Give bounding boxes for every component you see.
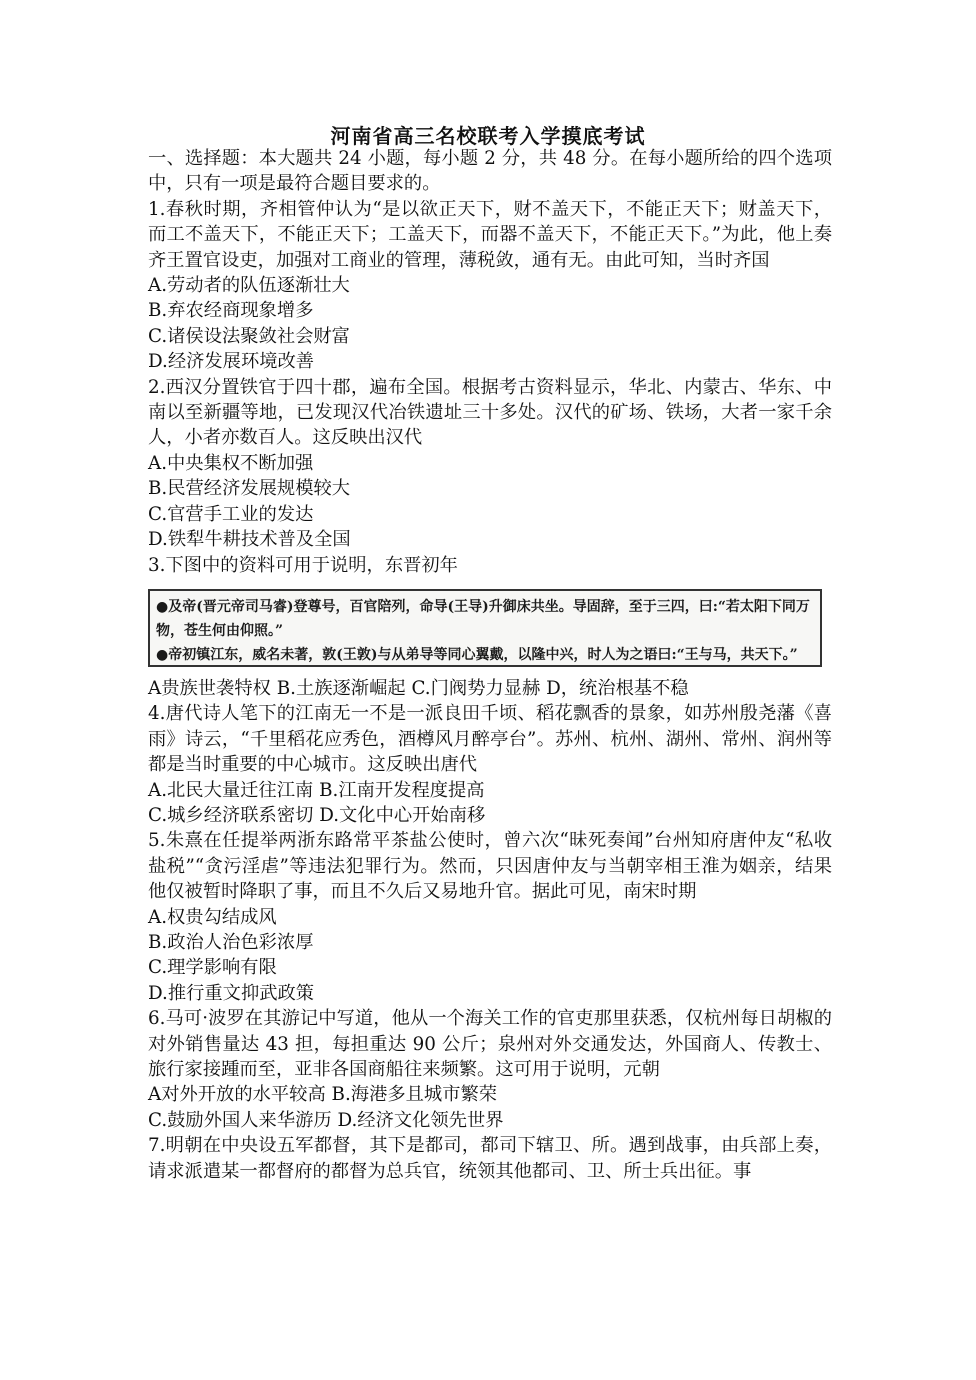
question-1-option-c: C.诸侯设法聚敛社会财富 [148,325,350,347]
question-1-option-a: A.劳动者的队伍逐渐壮大 [148,275,350,297]
figure-line-3: ●帝初镇江东，威名未著，敦(王敦)与从弟导等同心翼戴，以隆中兴，时人为之语曰:“王与马，共天下。” [156,646,798,663]
page-title: 河南省高三名校联考入学摸底考试 [330,124,646,148]
question-5-option-b: B.政治人治色彩浓厚 [148,931,314,953]
question-1-option-b: B.弃农经商现象增多 [148,300,314,322]
question-6-options-cd: C.鼓励外国人来华游历 D.经济文化领先世界 [148,1109,504,1131]
section-intro: 一、选择题：本大题共 24 小题，每小题 2 分，共 48 分。在每小题所给的四个选项中，只有一项是最符合题目要求的。 [148,148,832,195]
question-1-stem: 1.春秋时期，齐相管仲认为“是以欲正天下，财不盖天下，不能正天下；财盖天下，而工不盖天下，不能正天下；工盖天下，而器不盖天下，不能正天下。”为此，他上奏齐王置官设吏，加强对工商业的管理，薄税敛，通有无。由此可知，当时齐国 [148,198,832,271]
question-3-stem: 3.下图中的资料可用于说明，东晋初年 [148,554,458,576]
question-5-option-d: D.推行重文抑武政策 [148,982,315,1004]
question-5-option-a: A.权贵勾结成风 [148,906,277,928]
question-2-stem: 2.西汉分置铁官于四十郡，遍布全国。根据考古资料显示，华北、内蒙古、华东、中南以至新疆等地，已发现汉代冶铁遗址三十多处。汉代的矿场、铁场，大者一家千余人，小者亦数百人。这反映出汉代 [148,376,832,449]
question-5-option-c: C.理学影响有限 [148,957,277,979]
figure-line-1: ●及帝(晋元帝司马睿)登尊号，百官陪列，命导(王导)升御床共坐。导固辞，至于三四，曰:“若太阳下同万 [156,598,810,615]
question-1-option-d: D.经济发展环境改善 [148,351,315,373]
source-material-figure [148,589,822,667]
question-2-option-a: A.中央集权不断加强 [148,452,314,474]
question-6-stem: 6.马可·波罗在其游记中写道，他从一个海关工作的官吏那里获悉，仅杭州每日胡椒的对外销售量达 43 担，每担重达 90 公斤；泉州对外交通发达，外国商人、传教士、旅行家接踵而至，亚非各国商船往来频繁。这可用于说明，元朝 [148,1008,832,1080]
question-2-option-c: C.官营手工业的发达 [148,503,314,525]
question-5-stem: 5.朱熹在任提举两浙东路常平茶盐公使时，曾六次“昧死奏闻”台州知府唐仲友“私收盐税”“贪污淫虐”等违法犯罪行为。然而，只因唐仲友与当朝宰相王淮为姻亲，结果他仅被暂时降职了事，而且不久后又易地升官。据此可见，南宋时期 [148,830,832,903]
question-3-options: A贵族世袭特权 B.土族逐渐崛起 C.门阀势力显赫 D，统治根基不稳 [148,677,689,699]
question-6-options-ab: A对外开放的水平较高 B.海港多且城市繁荣 [148,1084,498,1106]
figure-line-2: 物，苍生何由仰照。” [156,622,284,639]
exam-content [148,146,832,1184]
question-4-stem: 4.唐代诗人笔下的江南无一不是一派良田千顷、稻花飘香的景象，如苏州殷尧藩《喜雨》诗云，“千里稻花应秀色，酒樽风月醉亭台”。苏州、杭州、湖州、常州、润州等都是当时重要的中心城市。这反映出唐代 [148,703,832,776]
question-4-options-ab: A.北民大量迁往江南 B.江南开发程度提高 [148,779,485,801]
question-7-stem: 7.明朝在中央设五军都督，其下是都司，都司下辖卫、所。遇到战事，由兵部上奏，请求派遣某一都督府的都督为总兵官，统领其他都司、卫、所士兵出征。事 [148,1135,832,1182]
question-4-options-cd: C.城乡经济联系密切 D.文化中心开始南移 [148,804,486,826]
question-2-option-d: D.铁犁牛耕技术普及全国 [148,529,351,551]
question-2-option-b: B.民营经济发展规模较大 [148,478,351,500]
